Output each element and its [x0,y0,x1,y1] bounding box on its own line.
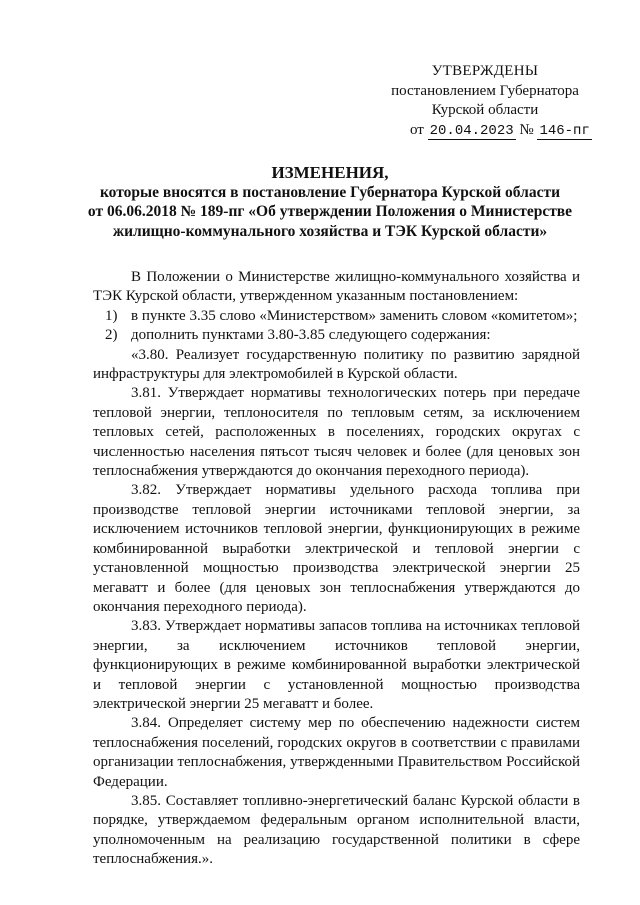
number-sign: № [519,121,534,138]
list-item-2 [93,326,580,345]
date-prefix: от [410,121,424,138]
item-1-number: 1) [105,307,118,324]
approval-stamp [380,62,590,141]
approval-date-line [380,121,590,142]
item-1-text: в пункте 3.35 слово «Министерством» заменить словом «комитетом»; [131,307,578,324]
approval-line-2: Курской области [431,102,539,118]
title-line-3: жилищно-коммунального хозяйства и ТЭК Курской области» [112,222,548,240]
paragraph-3-80: «3.80. Реализует государственную политику по развитию зарядной инфраструктуры для электромобилей в Курской области. [93,346,580,383]
item-2-text: дополнить пунктами 3.80-3.85 следующего содержания: [131,327,491,344]
approval-date: 20.04.2023 [429,122,514,139]
list-item-1 [93,307,580,326]
document-title [60,163,600,241]
title-heading: ИЗМЕНЕНИЯ, [271,163,389,182]
intro-paragraph: В Положении о Министерстве жилищно-коммунального хозяйства и ТЭК Курской области, утвержденном указанным постановлением: [93,269,580,305]
paragraph-3-82: 3.82. Утверждает нормативы удельного расхода топлива при производстве тепловой энергии источниками тепловой энергии, за исключением источников тепловой энергии, функционирующих в режиме комбинированной выработки электрической и тепловой энергии с установленной мощностью производства электрической энергии 25 мегаватт и более (для ценовых зон теплоснабжения утверждаются до окончания переходного периода). [93,482,580,615]
approval-heading: УТВЕРЖДЕНЫ [431,63,539,79]
title-line-1: которые вносятся в постановление Губернатора Курской области [99,183,561,201]
item-2-number: 2) [105,327,118,344]
paragraph-3-85: 3.85. Составляет топливно-энергетический баланс Курской области в порядке, утверждаемом федеральным органом исполнительной власти, уполномоченным на реализацию государственной политики в сфере теплоснабжения.». [93,792,580,868]
title-line-2: от 06.06.2018 № 189-пг «Об утверждении Положения о Министерстве [87,203,573,220]
document-body [93,268,580,870]
approval-line-1: постановлением Губернатора [391,82,579,99]
paragraph-3-83: 3.83. Утверждает нормативы запасов топлива на источниках тепловой энергии, за исключением источников тепловой энергии, функционирующих в режиме комбинированной выработки электрической и тепловой энергии с установленной мощностью производства электрической энергии 25 мегаватт и более. [93,618,580,712]
approval-number: 146-пг [539,122,590,139]
paragraph-3-84: 3.84. Определяет систему мер по обеспечению надежности систем теплоснабжения поселений, городских округов в соответствии с правилами организации теплоснабжения, утвержденными Правительством Российской Федерации. [93,715,580,790]
paragraph-3-81: 3.81. Утверждает нормативы технологических потерь при передаче тепловой энергии, теплоносителя по тепловым сетям, за исключением тепловых сетей, расположенных в поселениях, городских округах с численностью населения пятьсот тысяч человек и более (для ценовых зон теплоснабжения утверждаются до окончания переходного периода). [93,385,580,480]
